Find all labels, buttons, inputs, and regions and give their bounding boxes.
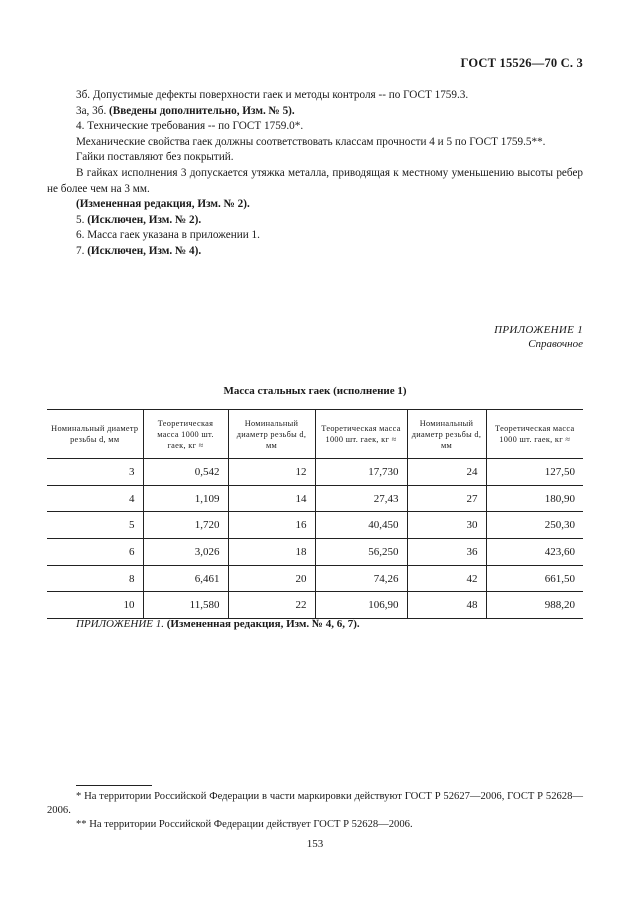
cell-mass: 127,50 [486, 459, 583, 486]
cell-diameter: 36 [407, 539, 486, 566]
cell-mass: 17,730 [315, 459, 407, 486]
paragraph [47, 104, 583, 120]
cell-mass: 74,26 [315, 565, 407, 592]
appendix-heading [494, 323, 583, 351]
cell-diameter: 20 [228, 565, 315, 592]
footnote: * На территории Российской Федерации в части маркировки действуют ГОСТ Р 52627—2006, ГОСТ Р 52628—2006. [47, 791, 583, 816]
cell-mass: 3,026 [143, 539, 228, 566]
appendix-sublabel: Справочное [528, 338, 583, 350]
body-text [47, 88, 583, 260]
table-row [47, 512, 583, 539]
cell-diameter: 6 [47, 539, 143, 566]
cell-diameter: 24 [407, 459, 486, 486]
edit-note: (Исключен, Изм. № 4). [87, 244, 202, 257]
footnotes [47, 790, 583, 832]
cell-diameter: 10 [47, 592, 143, 619]
cell-diameter: 27 [407, 485, 486, 512]
table-row [47, 539, 583, 566]
paragraph-text: Механические свойства гаек должны соответствовать классам прочности 4 и 5 по ГОСТ 1759.5**. [76, 135, 546, 148]
table-body [47, 459, 583, 619]
cell-diameter: 12 [228, 459, 315, 486]
paragraph [47, 150, 583, 166]
header-mass: Теоретическая масса 1000 шт. гаек, кг ≈ [315, 410, 407, 459]
appendix-note-edit: (Измененная редакция, Изм. № 4, 6, 7). [163, 618, 360, 630]
table-row [47, 592, 583, 619]
table-header-row [47, 410, 583, 459]
table-row [47, 485, 583, 512]
cell-diameter: 48 [407, 592, 486, 619]
cell-diameter: 3 [47, 459, 143, 486]
cell-mass: 250,30 [486, 512, 583, 539]
cell-mass: 56,250 [315, 539, 407, 566]
paragraph-text: Гайки поставляют без покрытий. [76, 151, 234, 164]
appendix-label: ПРИЛОЖЕНИЕ 1 [494, 324, 583, 336]
paragraph-text: 7. [76, 244, 88, 257]
paragraph [47, 166, 583, 197]
cell-diameter: 14 [228, 485, 315, 512]
cell-diameter: 4 [47, 485, 143, 512]
table-row [47, 565, 583, 592]
cell-diameter: 22 [228, 592, 315, 619]
appendix-note [76, 618, 360, 630]
cell-mass: 11,580 [143, 592, 228, 619]
paragraph-text: 5. [76, 213, 88, 226]
paragraph-text: 3б. Допустимые дефекты поверхности гаек и методы контроля -- по ГОСТ 1759.3. [76, 89, 469, 101]
cell-mass: 423,60 [486, 539, 583, 566]
cell-diameter: 30 [407, 512, 486, 539]
header-mass: Теоретическая масса 1000 шт. гаек, кг ≈ [486, 410, 583, 459]
cell-mass: 1,720 [143, 512, 228, 539]
cell-diameter: 5 [47, 512, 143, 539]
cell-mass: 661,50 [486, 565, 583, 592]
cell-diameter: 42 [407, 565, 486, 592]
paragraph [47, 213, 583, 229]
table-title: Масса стальных гаек (исполнение 1) [223, 385, 407, 397]
paragraph [47, 119, 583, 135]
nut-mass-table [47, 409, 583, 619]
cell-mass: 988,20 [486, 592, 583, 619]
paragraph [47, 197, 583, 213]
header-diameter: Номинальный диаметр резьбы d, мм [407, 410, 486, 459]
header-diameter: Номинальный диаметр резьбы d, мм [228, 410, 315, 459]
cell-mass: 6,461 [143, 565, 228, 592]
cell-mass: 1,109 [143, 485, 228, 512]
cell-mass: 40,450 [315, 512, 407, 539]
page-header: ГОСТ 15526—70 С. 3 [460, 56, 583, 70]
appendix-note-label: ПРИЛОЖЕНИЕ 1. [76, 618, 164, 630]
edit-note: (Введены дополнительно, Изм. № 5). [109, 104, 295, 117]
paragraph-text: В гайках исполнения 3 допускается утяжка металла, приводящая к местному уменьшению высоты ребер не более чем на 3 мм. [47, 166, 583, 195]
edit-note: (Измененная редакция, Изм. № 2). [76, 198, 250, 211]
header-diameter: Номинальный диаметр резьбы d, мм [47, 410, 143, 459]
cell-diameter: 8 [47, 565, 143, 592]
footnote-rule [76, 785, 152, 786]
cell-diameter: 18 [228, 539, 315, 566]
page-number: 153 [306, 838, 324, 850]
paragraph [47, 244, 583, 260]
table-row [47, 459, 583, 486]
paragraph [47, 228, 583, 244]
footnote: ** На территории Российской Федерации действует ГОСТ Р 52628—2006. [76, 819, 413, 830]
cell-mass: 27,43 [315, 485, 407, 512]
cell-diameter: 16 [228, 512, 315, 539]
paragraph-text: 6. Масса гаек указана в приложении 1. [76, 229, 260, 242]
paragraph [47, 135, 583, 151]
header-mass: Теоретическая масса 1000 шт. гаек, кг ≈ [143, 410, 228, 459]
paragraph-text: 4. Технические требования -- по ГОСТ 1759.0*. [76, 120, 304, 133]
cell-mass: 0,542 [143, 459, 228, 486]
paragraph-text: 3а, 3б. [76, 104, 110, 117]
edit-note: (Исключен, Изм. № 2). [87, 213, 202, 226]
cell-mass: 106,90 [315, 592, 407, 619]
cell-mass: 180,90 [486, 485, 583, 512]
paragraph [47, 88, 583, 104]
